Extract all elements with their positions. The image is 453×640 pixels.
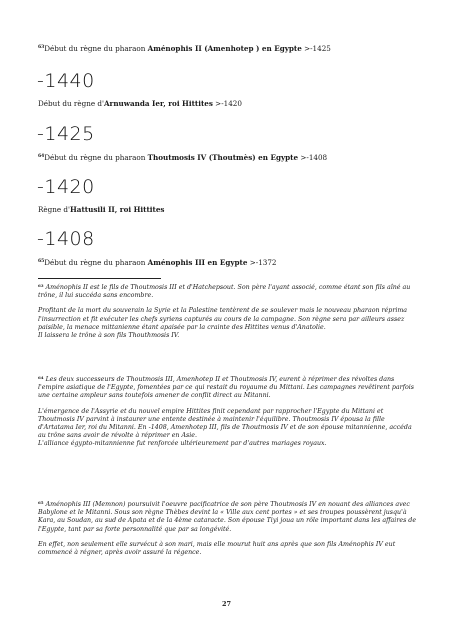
- entry-text: Début du règne d': [38, 99, 104, 108]
- entry-text: Début du règne du pharaon: [44, 153, 148, 162]
- footnote-63: [38, 282, 419, 347]
- year-heading: -1408: [37, 228, 95, 250]
- timeline-entry-arnuwanda-i: [38, 99, 428, 108]
- footnote-ref[interactable]: 64: [38, 154, 45, 159]
- entry-range: >-1372: [247, 258, 277, 267]
- entry-name: Aménophis III en Egypte: [147, 258, 248, 267]
- footnote-paragraph: [38, 408, 419, 449]
- footnote-ref[interactable]: 65: [38, 259, 45, 264]
- footnote-text: Il laissera le trône à son fils Thouthmosis IV.: [38, 332, 180, 340]
- page-number: 27: [221, 600, 232, 608]
- footnote-text: L'alliance égypto-mitannienne fut renforcée ultérieurement par d'autres mariages royaux.: [38, 440, 327, 448]
- footnote-ref[interactable]: 63: [38, 45, 45, 50]
- year-heading: -1440: [37, 70, 95, 92]
- footnote-text: Profitant de la mort du souverain la Syrie et la Palestine tentèrent de se soulever mais le nouveau pharaon réprima l'insurrection et fit exécuter les chefs syriens capturés au cours de la campagne. Son règne sera par ailleurs assez paisible, la menace mittanienne étant apaisée par la crainte des Hittites venus d'Anatolie.: [38, 307, 408, 331]
- footnote-paragraph: [38, 374, 419, 401]
- footnote-paragraph: [38, 499, 419, 534]
- entry-range: >-1408: [298, 153, 328, 162]
- entry-name: Aménophis II (Amenhotep ) en Egypte: [147, 44, 302, 53]
- entry-name: Arnuwanda Ier, roi Hittites: [103, 99, 213, 108]
- entry-name: Thoutmosis IV (Thoutmès) en Egypte: [147, 153, 299, 162]
- footnote-paragraph: [38, 282, 419, 300]
- footnote-text: Aménophis II est le fils de Thoutmosis III et d'Hatchepsout. Son père l'ayant associé, comme étant son fils aîné au trône, il lui succéda sans encombre.: [38, 284, 411, 300]
- footnote-number: 64: [38, 375, 44, 380]
- footnote-65: [38, 499, 419, 564]
- timeline-entry-hattusili-ii: [38, 205, 428, 214]
- footnote-number: 63: [38, 283, 44, 288]
- year-heading: -1420: [37, 176, 95, 198]
- footnote-text: En effet, non seulement elle survécut à son mari, mais elle mourut huit ans après que son fils Aménophis IV eut commencé à régner, après avoir assuré la régence.: [38, 540, 396, 557]
- entry-range: >-1420: [212, 99, 242, 108]
- footnote-text: Aménophis III (Memnon) poursuivit l'oeuvre pacificatrice de son père Thoutmosis IV en nouant des alliances avec Babylone et le Mitanni. Sous son règne Thèbes devint la « Ville aux cent portes » et ses troupes poussèrent jusqu'à Kara, au Soudan, au sud de Apata et de la 4ème cataracte. Son épouse Tiyi joua un rôle important dans les affaires de l'Egypte, tant par sa forte personnalité que par sa longévité.: [38, 501, 417, 533]
- footnote-64: [38, 374, 419, 456]
- entry-text: Règne d': [38, 205, 71, 214]
- footnote-paragraph: [38, 307, 419, 340]
- year-heading: -1425: [37, 123, 95, 145]
- timeline-entry-thoutmosis-iv: [38, 152, 428, 162]
- entry-name: Hattusili II, roi Hittites: [70, 205, 165, 214]
- entry-text: Début du règne du pharaon: [44, 258, 148, 267]
- timeline-entry-amenophis-iii: [38, 257, 428, 267]
- footnote-divider: [38, 278, 161, 279]
- entry-text: Début du règne du pharaon: [44, 44, 148, 53]
- footnote-text: L'émergence de l'Assyrie et du nouvel empire Hittites finit cependant par rapprocher l'Egypte du Mittani et Thoutmosis IV parvint à instaurer une entente destinée à maintenir l'équilibre. Thoutmosis IV épousa la fille d'Artatama Ier, roi du Mitanni. En -1408, Amenhotep III, fils de Thoutmosis IV et de son épouse mitannienne, accéda au trône sans avoir de révolte à réprimer en Asie.: [38, 407, 412, 440]
- footnote-text: Les deux successeurs de Thoutmosis III, Amenhotep II et Thoutmosis IV, eurent à réprimer des révoltes dans l'empire asiatique de l'Egypte, fomentées par ce qui restait du royaume du Mittani. Les campagnes revêtirent parfois une certaine ampleur sans toutefois amener de conflit direct au Mitanni.: [38, 376, 415, 400]
- timeline-entry-amenophis-ii: [38, 43, 428, 53]
- footnote-number: 65: [38, 500, 44, 505]
- entry-range: >-1425: [301, 44, 331, 53]
- footnote-paragraph: [38, 541, 419, 557]
